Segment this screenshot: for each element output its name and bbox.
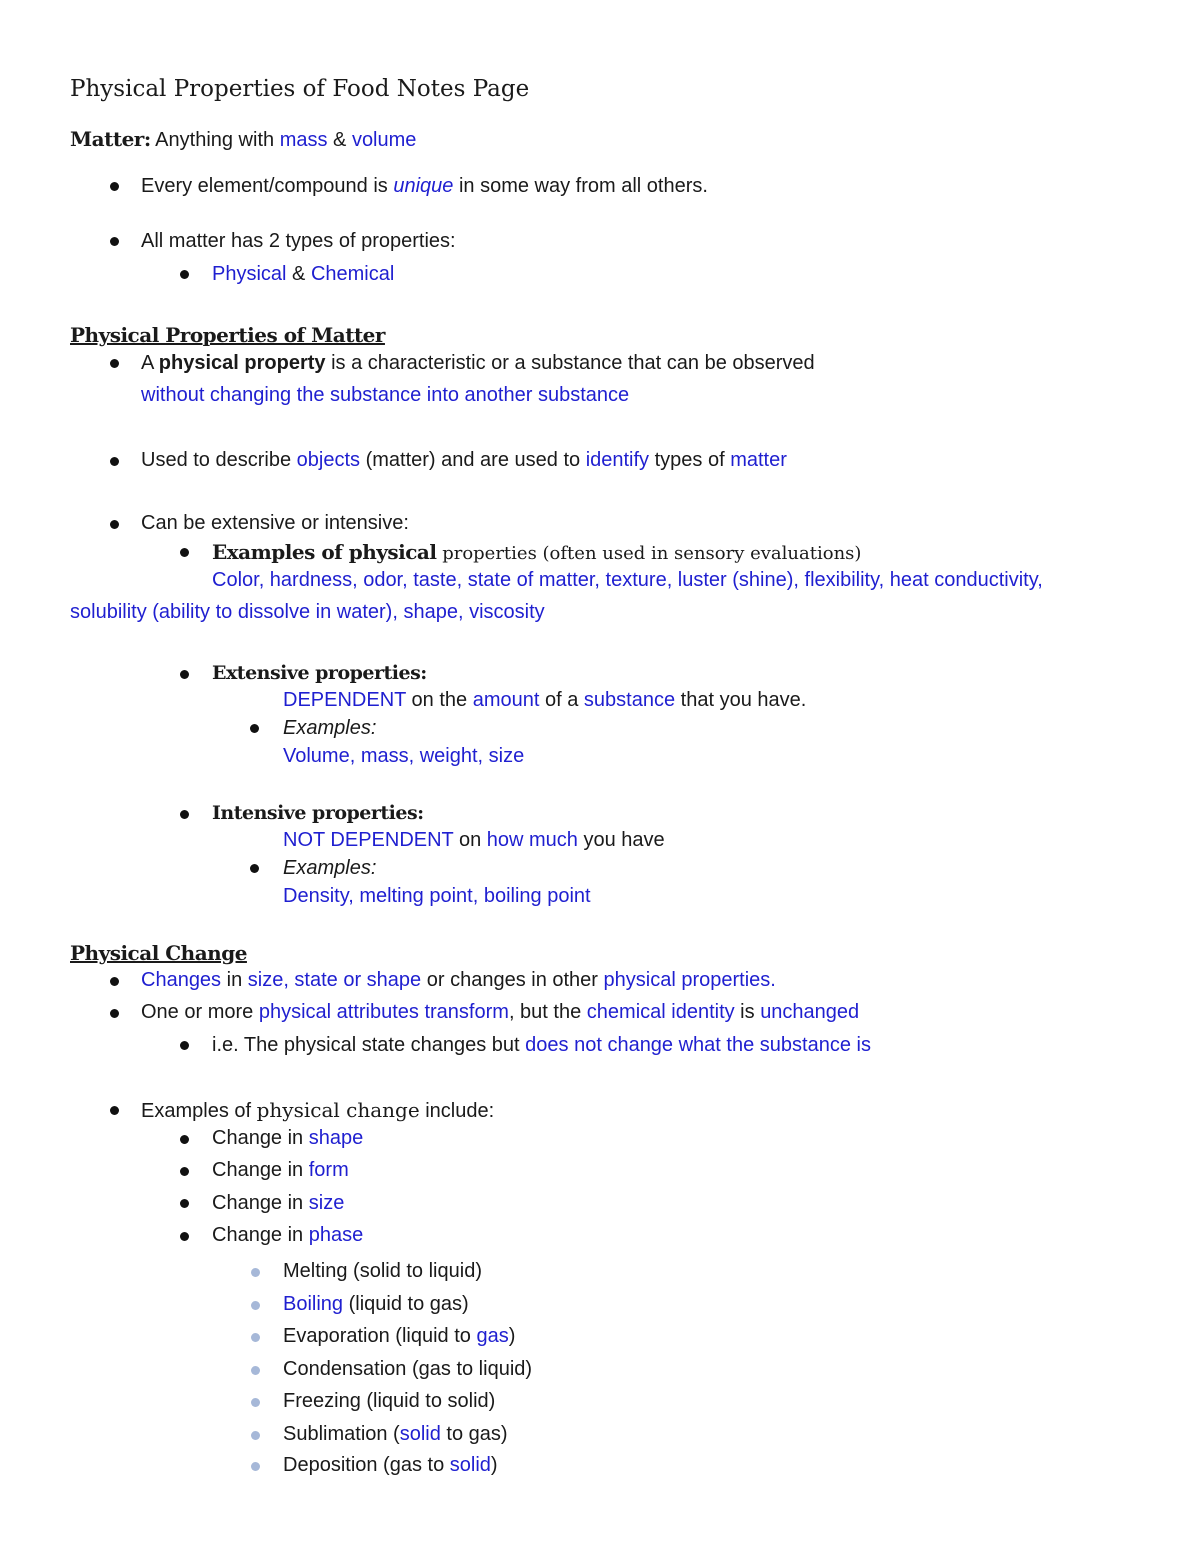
text: Evaporation (liquid to [283,1325,477,1347]
does-not-change-term: does not change what the substance is [525,1034,871,1056]
bullet-icon [250,724,259,733]
solid-term: solid [449,1454,491,1476]
list-item [212,1157,349,1183]
intensive-definition [283,827,665,853]
text: properties (often used in sensory evaluations) [436,543,862,564]
not-dependent-term: NOT DEPENDENT [283,829,454,851]
bullet-icon [251,1366,260,1375]
bullet-icon [180,1041,189,1050]
list-item [141,173,708,199]
bullet-icon [251,1333,260,1342]
extensive-examples-list: Volume, mass, weight, size [283,745,525,767]
physical-change-term: physical change [256,1098,420,1122]
shape-term: shape [308,1127,364,1149]
text: ) [490,1454,498,1476]
list-item: All matter has 2 types of properties: [141,230,456,252]
text: i.e. The physical state changes but [212,1034,526,1056]
volume-term: volume [351,129,417,151]
list-item [212,1032,871,1058]
gas-term: gas [476,1325,509,1347]
attributes-term: physical attributes transform [258,1001,509,1023]
phase-item: Condensation (gas to liquid) [283,1358,533,1380]
examples-label: Examples of physical [212,540,437,564]
text: Change in [212,1224,309,1246]
list-item [212,1125,363,1151]
text: Used to describe [141,449,297,471]
bullet-icon [180,1167,189,1176]
amp: & [286,263,311,285]
phase-item [283,1291,469,1317]
text: Change in [212,1159,309,1181]
text: include: [419,1100,495,1122]
solid-term: solid [399,1423,441,1445]
size-term: size [308,1192,345,1214]
extensive-label: Extensive properties: [212,662,427,684]
bullet-icon [180,810,189,819]
matter-label: Matter: [70,127,151,151]
list-item [141,1097,494,1124]
intensive-examples-label: Examples: [283,857,377,879]
list-item [141,999,859,1025]
phase-item [283,1421,508,1447]
physical-properties-term: physical properties. [603,969,776,991]
bullet-icon [110,1106,119,1115]
bullet-icon [110,520,119,529]
extensive-examples-label: Examples: [283,717,377,739]
matter-def-text: Anything with [155,129,280,151]
text: is [734,1001,761,1023]
bullet-icon [251,1301,260,1310]
text: of a [539,689,584,711]
section-heading-properties: Physical Properties of Matter [70,323,385,347]
text: on the [406,689,473,711]
text: in [221,969,248,991]
physical-term: Physical [212,263,287,285]
list-item: Can be extensive or intensive: [141,512,409,534]
phase-item [283,1452,498,1478]
bullet-icon [110,237,119,246]
intensive-label: Intensive properties: [212,802,424,824]
bullet-icon [180,270,189,279]
substance-term: substance [583,689,676,711]
text: Every element/compound is [141,175,394,197]
text: Change in [212,1192,309,1214]
text: One or more [141,1001,259,1023]
text: A [141,352,159,374]
identify-term: identify [585,449,650,471]
text: on [453,829,487,851]
page-title: Physical Properties of Food Notes Page [70,76,530,102]
bullet-icon [180,1135,189,1144]
text: (liquid to gas) [343,1293,469,1315]
phase-term: phase [308,1224,364,1246]
text: Examples of [141,1100,257,1122]
text: , but the [508,1001,587,1023]
bullet-icon [251,1268,260,1277]
dependent-term: DEPENDENT [283,689,406,711]
list-item [141,447,787,473]
list-item [212,1222,363,1248]
changes-term: Changes [141,969,222,991]
unchanged-term: unchanged [760,1001,860,1023]
matter-term: matter [730,449,787,471]
list-item [212,539,861,567]
text: (matter) and are used to [360,449,586,471]
text: Deposition (gas to [283,1454,450,1476]
bullet-icon [180,548,189,557]
list-item [141,350,815,376]
list-item [141,967,776,993]
text: types of [649,449,731,471]
bullet-icon [251,1462,260,1471]
objects-term: objects [296,449,361,471]
how-much-term: how much [486,829,578,851]
unique-term: unique [393,175,454,197]
amount-term: amount [472,689,540,711]
text: or changes in other [421,969,604,991]
bullet-icon [110,457,119,466]
section-heading-change: Physical Change [70,941,247,965]
text: in some way from all others. [453,175,708,197]
text: to gas) [440,1423,508,1445]
text: Sublimation ( [283,1423,400,1445]
physical-property-term: physical property [158,352,326,374]
bullet-icon [110,1009,119,1018]
amp: & [327,129,352,151]
list-item-continuation: without changing the substance into another substance [141,384,630,406]
bullet-icon [251,1398,260,1407]
text: Change in [212,1127,309,1149]
bullet-icon [250,864,259,873]
text: you have [577,829,665,851]
bullet-icon [110,977,119,986]
chemical-term: Chemical [310,263,395,285]
bullet-icon [251,1431,260,1440]
phase-item: Melting (solid to liquid) [283,1260,482,1282]
bullet-icon [180,670,189,679]
size-state-shape-term: size, state or shape [247,969,422,991]
examples-list: Color, hardness, odor, taste, state of matter, texture, luster (shine), flexibility, heat conductivity, [212,569,1043,591]
text: ) [508,1325,516,1347]
text: is a characteristic or a substance that can be observed [325,352,815,374]
bullet-icon [180,1199,189,1208]
list-item [212,1190,344,1216]
chemical-identity-term: chemical identity [586,1001,735,1023]
matter-definition [70,126,416,153]
list-item [212,261,394,287]
mass-term: mass [279,129,328,151]
phase-item [283,1323,515,1349]
bullet-icon [110,182,119,191]
extensive-definition [283,687,806,713]
text: that you have. [675,689,807,711]
phase-item: Freezing (liquid to solid) [283,1390,496,1412]
bullet-icon [110,359,119,368]
examples-list-continuation: solubility (ability to dissolve in water), shape, viscosity [70,601,545,623]
bullet-icon [180,1232,189,1241]
boiling-term: Boiling [283,1293,344,1315]
intensive-examples-list: Density, melting point, boiling point [283,885,591,907]
form-term: form [308,1159,349,1181]
